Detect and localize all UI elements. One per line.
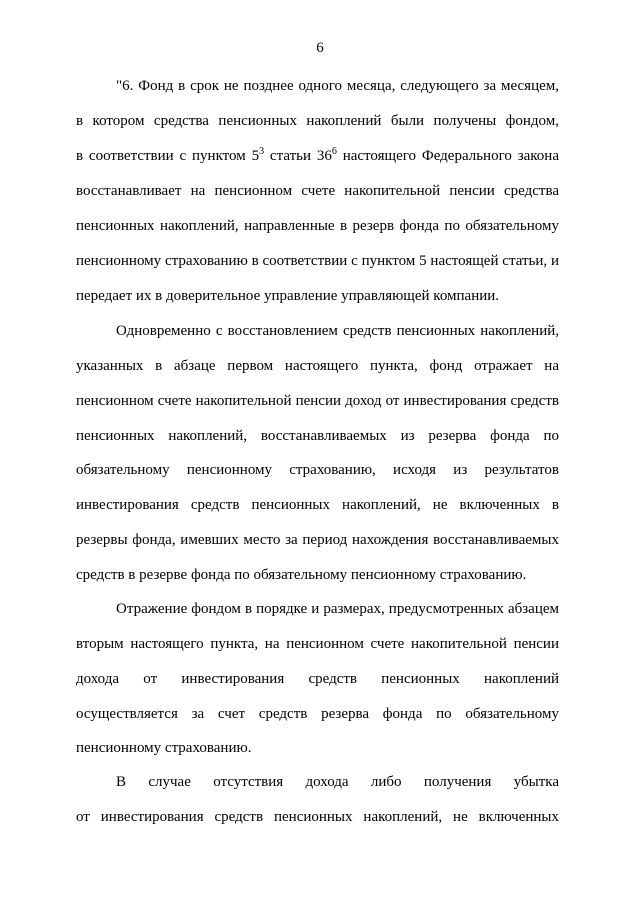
text-segment: в соответствии с пунктом 5 (76, 148, 260, 164)
text-line: В случае отсутствия дохода либо получения убытка (116, 774, 559, 790)
page-number: 6 (316, 40, 324, 56)
text-line: в котором средства пенсионных накоплений были получены фондом, (76, 113, 559, 129)
text-line: обязательному пенсионному страхованию, исходя из результатов (76, 462, 559, 478)
text-line: передает их в доверительное управление управляющей компании. (76, 288, 500, 304)
text-line: пенсионном счете накопительной пенсии доход от инвестирования средств (76, 393, 559, 409)
text-line-with-superscripts (76, 147, 559, 165)
text-line: резервы фонда, имевших место за период нахождения восстанавливаемых (76, 532, 559, 548)
text-segment: настоящего Федерального закона (336, 148, 559, 164)
superscript: 3 (259, 146, 265, 157)
text-line: средств в резерве фонда по обязательному пенсионному страхованию. (76, 567, 527, 583)
text-line: указанных в абзаце первом настоящего пункта, фонд отражает на (76, 358, 559, 374)
text-line: пенсионному страхованию в соответствии с пунктом 5 настоящей статьи, и (76, 253, 559, 269)
text-line: осуществляется за счет средств резерва фонда по обязательному (76, 706, 559, 722)
text-segment: статьи 36 (264, 148, 332, 164)
text-line: пенсионных накоплений, восстанавливаемых из резерва фонда по (76, 428, 559, 444)
text-line: "6. Фонд в срок не позднее одного месяца, следующего за месяцем, (116, 78, 559, 94)
superscript: 6 (331, 146, 337, 157)
text-line: Одновременно с восстановлением средств пенсионных накоплений, (116, 323, 559, 339)
text-line: дохода от инвестирования средств пенсионных накоплений (76, 671, 559, 687)
text-line: инвестирования средств пенсионных накоплений, не включенных в (76, 497, 559, 513)
text-line: пенсионному страхованию. (76, 740, 252, 756)
text-line: пенсионных накоплений, направленные в резерв фонда по обязательному (76, 218, 559, 234)
text-line: от инвестирования средств пенсионных накоплений, не включенных (76, 809, 559, 825)
text-line: вторым настоящего пункта, на пенсионном счете накопительной пенсии (76, 636, 559, 652)
text-line: восстанавливает на пенсионном счете накопительной пенсии средства (76, 183, 559, 199)
text-line: Отражение фондом в порядке и размерах, предусмотренных абзацем (116, 601, 559, 617)
